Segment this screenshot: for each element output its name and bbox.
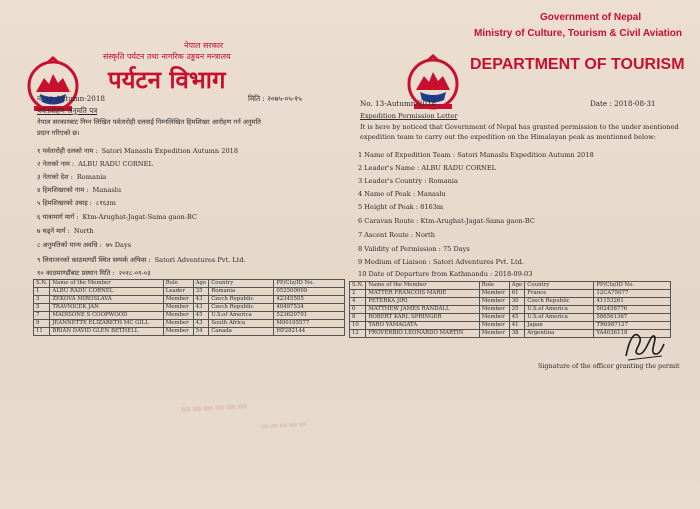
table-cell: 2 [350, 290, 366, 298]
table-cell: 43 [193, 304, 209, 312]
watermark-left: ▬▬▬▬▬▬ [179, 398, 249, 416]
table-cell: Member [479, 290, 509, 298]
table-cell: Member [163, 320, 193, 328]
nepali-field-label: ५ हिमशिखरको उचाइ : [37, 199, 92, 207]
table-cell: Leader [163, 288, 193, 296]
table-cell: Czech Republic [525, 298, 594, 306]
table-cell: 11 [34, 328, 50, 336]
nepali-field-value: २०१८-०९-०३ [118, 269, 151, 277]
table-cell: 523620701 [274, 312, 345, 320]
table-cell: 61 [509, 290, 525, 298]
english-intro-line1: It is here by noticed that Government of Nepal has granted permission to the under mentioned [360, 123, 679, 131]
table-row [350, 306, 671, 314]
table-cell: 40497534 [274, 304, 345, 312]
nepali-field-value: Satori Adventures Pvt. Ltd. [154, 256, 246, 264]
table-cell: TRAVNICEK JAN [50, 304, 163, 312]
table-cell: BRIAN DAVID GLEN BETHELL [50, 328, 163, 336]
table-cell: Japan [525, 322, 594, 330]
members-table-left [33, 279, 345, 336]
nepali-field-label: ४ हिमशिखरको नाम : [37, 186, 89, 194]
table-cell: 45 [509, 314, 525, 322]
nepali-field-label: ८ अनुमतिको मान्य अवधि : [37, 241, 102, 249]
nepali-field-value: Manaslu [92, 186, 122, 194]
english-field-row: 5 Height of Peak : 8163m [358, 203, 444, 211]
english-intro-line2: expedition team to carry out the expedition on the Himalayan peak as mentioned below: [360, 133, 656, 141]
table-cell: Member [163, 312, 193, 320]
nepali-field-row [37, 146, 238, 155]
table-cell: MADISONE S COOPWOOD [50, 312, 163, 320]
table-cell: 54 [193, 328, 209, 336]
table-cell: 4 [350, 298, 366, 306]
nepali-subject: पर्वतारोहण अनुमति पत्र [37, 106, 98, 115]
table-cell: TARO YAMAGATA [366, 322, 479, 330]
english-field-row: 9 Medium of Liaison : Satori Adventures Pvt. Ltd. [358, 258, 524, 266]
left-header-government: नेपाल सरकार [184, 41, 224, 50]
nepali-field-value: ७५ Days [105, 241, 132, 249]
table-cell: France [525, 290, 594, 298]
table-cell: Member [163, 296, 193, 304]
table-cell: Argentina [525, 330, 594, 338]
right-header-department: DEPARTMENT OF TOURISM [470, 56, 685, 73]
table-cell: Member [479, 298, 509, 306]
nepali-field-label: २ नेताको नाम : [37, 160, 75, 168]
table-cell: U.S.of America [525, 314, 594, 322]
table-cell: Czech Republic [209, 296, 274, 304]
column-header: PP/Ctz/ID No. [274, 280, 345, 288]
nepali-field-row [37, 159, 153, 168]
table-cell: U.S.of America [209, 312, 274, 320]
table-cell: 41153261 [594, 298, 671, 306]
nepali-field-value: Satori Manaslu Expedition Autumn 2018 [101, 147, 239, 155]
table-cell: Member [479, 306, 509, 314]
english-date: Date : 2018-08-31 [590, 99, 656, 108]
column-header: Role [163, 280, 193, 288]
nepali-field-row [37, 226, 94, 235]
table-cell: TR6987127 [594, 322, 671, 330]
nepali-field-row [37, 212, 197, 221]
table-cell: 10 [350, 322, 366, 330]
table-cell: 3 [34, 296, 50, 304]
table-cell: 43 [193, 296, 209, 304]
table-row [34, 320, 345, 328]
table-cell: 42345505 [274, 296, 345, 304]
english-field-row: 8 Validity of Permission : 75 Days [358, 245, 470, 253]
table-cell: 502458776 [594, 306, 671, 314]
nepali-field-label: ९ लियाजनको काठमाण्डौं स्थित सम्पर्क अफिस : [37, 256, 151, 264]
table-cell: South Africa [209, 320, 274, 328]
watermark-center: ▬▬▬▬▬ [259, 418, 308, 433]
table-cell: 7 [34, 312, 50, 320]
table-row [350, 298, 671, 306]
nepali-field-label: ६ यात्रामार्ग मार्ग : [37, 213, 79, 221]
table-row [350, 290, 671, 298]
table-cell: 45 [193, 312, 209, 320]
table-cell: Member [479, 330, 509, 338]
table-cell: 5 [34, 304, 50, 312]
table-cell: HP282144 [274, 328, 345, 336]
english-field-row: 2 Leader's Name : ALBU RADU CORNEL [358, 164, 497, 172]
nepali-date: मिति : २०७५-०५-१५ [248, 94, 302, 103]
right-header-government: Government of Nepal [540, 12, 642, 23]
nepali-field-row [37, 240, 131, 249]
column-header: S.N. [34, 280, 50, 288]
nepali-field-row [37, 198, 116, 207]
nepali-intro-line2: प्रदान गरिएको छ। [37, 129, 80, 137]
table-cell: Romania [209, 288, 274, 296]
table-cell: Member [163, 304, 193, 312]
nepali-field-label: १ पर्वतारोही दलको नाम : [37, 147, 98, 155]
table-row [34, 312, 345, 320]
table-cell: 586561367 [594, 314, 671, 322]
table-cell: 35 [193, 288, 209, 296]
table-row [34, 296, 345, 304]
table-cell: Member [479, 314, 509, 322]
table-cell: 9 [34, 320, 50, 328]
nepali-field-value: ८१६३m [95, 199, 116, 207]
table-cell: MATTER FRANCOIS MARIE [366, 290, 479, 298]
right-header-ministry: Ministry of Culture, Tourism & Civil Aviation [474, 28, 682, 39]
nepali-field-value: Ktm-Arughat-Jagat-Sama gaon-BC [82, 213, 197, 221]
table-cell: 41 [509, 322, 525, 330]
table-cell: M00195577 [274, 320, 345, 328]
nepali-number: नं. १३-Autumn-2018 [37, 94, 105, 103]
english-field-row: 7 Ascent Route : North [358, 231, 435, 239]
table-cell: 25 [509, 306, 525, 314]
english-field-row: 1 Name of Expedition Team : Satori Manaslu Expedition Autumn 2018 [358, 151, 594, 159]
column-header: Age [509, 282, 525, 290]
english-field-row: 3 Leader's Country : Romania [358, 177, 458, 185]
table-cell: 43 [193, 320, 209, 328]
nepali-field-value: Romania [76, 173, 107, 181]
table-cell: ROBERT KARL SPRINGER [366, 314, 479, 322]
table-row [350, 314, 671, 322]
english-number: No. 13-Autumn-2018 [360, 99, 437, 108]
column-header: Name of the Member [50, 280, 163, 288]
table-row [34, 288, 345, 296]
nepali-field-label: ७ चढ्ने मार्ग : [37, 227, 70, 235]
left-header-ministry: संस्कृति पर्यटन तथा नागरिक उड्डयन मन्त्रालय [103, 52, 231, 61]
nepali-field-row [37, 172, 106, 181]
english-field-row: 4 Name of Peak : Manaslu [358, 190, 446, 198]
table-cell: ALBU RADU CORNEL [50, 288, 163, 296]
table-cell: 38 [509, 330, 525, 338]
table-row [34, 328, 345, 336]
members-table-left-header [34, 280, 345, 288]
table-cell: FROVERBIO LEONARDO MARTIN [366, 330, 479, 338]
nepali-field-value: ALBU RADU CORNEL [78, 160, 153, 168]
nepali-field-row [37, 185, 121, 194]
table-row [34, 304, 345, 312]
english-field-row: 10 Date of Departure from Kathmandu : 2018-09-03 [358, 270, 533, 278]
table-cell: 12CA75077 [594, 290, 671, 298]
table-cell: Czech Republic [209, 304, 274, 312]
column-header: S.N. [350, 282, 366, 290]
table-cell: PETERKA JIRI [366, 298, 479, 306]
nepali-field-label: ३ नेताको देश : [37, 173, 73, 181]
column-header: Age [193, 280, 209, 288]
table-cell: YA4036118 [594, 330, 671, 338]
officer-signature [620, 326, 668, 364]
table-cell: ZEKOVA MIROSLAVA [50, 296, 163, 304]
nepali-field-row [37, 268, 151, 277]
nepali-field-row [37, 255, 246, 264]
nepali-field-value: North [73, 227, 94, 235]
table-cell: Canada [209, 328, 274, 336]
column-header: Country [525, 282, 594, 290]
table-cell: 30 [509, 298, 525, 306]
table-cell: 12 [350, 330, 366, 338]
members-table-right-header [350, 282, 671, 290]
signature-caption: Signature of the officer granting the permit [538, 362, 680, 370]
table-cell: U.S.of America [525, 306, 594, 314]
nepali-intro-line1: नेपाल सरकारबाट निम्न लिखित पर्वतारोही दलवाई निम्नलिखित हिमशिखर आरोहण गर्न अनुमति [37, 118, 261, 126]
nepali-field-label: १० काठमाण्डौंबाट प्रस्थान मिति : [37, 269, 115, 277]
column-header: Name of the Member [366, 282, 479, 290]
left-header-department: पर्यटन विभाग [108, 65, 226, 94]
table-cell: 8 [350, 314, 366, 322]
table-cell: 1 [34, 288, 50, 296]
table-cell: JEANNETTE ELIZABETH MC GILL [50, 320, 163, 328]
table-cell: MATTHEW JAMES RANDALL [366, 306, 479, 314]
column-header: Role [479, 282, 509, 290]
table-cell: 052500099 [274, 288, 345, 296]
table-cell: Member [479, 322, 509, 330]
table-cell: 6 [350, 306, 366, 314]
english-subject: Expedition Permission Letter [360, 112, 458, 120]
table-cell: Member [163, 328, 193, 336]
english-field-row: 6 Caravan Route : Ktm-Arughat-Jagat-Sama gaon-BC [358, 217, 535, 225]
column-header: Country [209, 280, 274, 288]
column-header: PP/Ctz/ID No. [594, 282, 671, 290]
